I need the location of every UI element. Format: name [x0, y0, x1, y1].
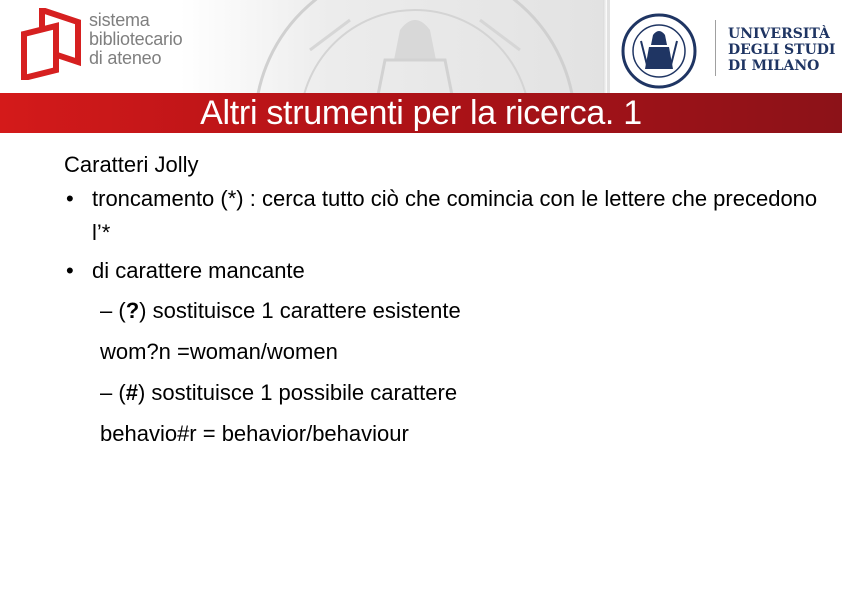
sba-logo-text — [89, 11, 182, 68]
sub-item-text: ) sostituisce 1 carattere esistente — [139, 298, 461, 323]
header-divider — [603, 0, 607, 93]
sub-item-text: ) sostituisce 1 possibile carattere — [137, 380, 458, 405]
sba-text-line: bibliotecario — [89, 29, 183, 49]
sba-text-line: di ateneo — [89, 48, 162, 68]
sub-item — [64, 372, 824, 413]
unimi-text-line: DEGLI STUDI — [728, 42, 836, 58]
unimi-logo-text — [728, 26, 835, 74]
slide-title: Altri strumenti per la ricerca. 1 — [200, 94, 642, 132]
seal-watermark-icon — [250, 0, 580, 93]
sba-logo-icon — [20, 8, 82, 80]
bullet-text: troncamento (*) : cerca tutto ciò che comincia con le lettere che precedono l’* — [92, 186, 818, 245]
bullet-item — [64, 254, 824, 288]
wildcard-symbol: # — [125, 380, 138, 405]
bullet-text: di carattere mancante — [92, 258, 305, 283]
slide-header — [0, 0, 842, 93]
example-line: wom?n =woman/women — [100, 339, 338, 364]
wildcard-symbol: ? — [125, 298, 140, 323]
slide-heading: Caratteri Jolly — [64, 152, 199, 177]
unimi-text-line: DI MILANO — [728, 58, 820, 74]
unimi-separator — [715, 20, 716, 76]
sba-text-line: sistema — [89, 10, 150, 30]
sub-item-prefix: – ( — [100, 298, 126, 323]
example-line: behavio#r = behavior/behaviour — [100, 421, 409, 446]
bullet-marker: • — [66, 186, 74, 211]
slide-content — [64, 144, 824, 454]
unimi-seal-icon — [619, 11, 707, 91]
unimi-text-line: UNIVERSITÀ — [728, 26, 830, 42]
bullet-marker: • — [66, 258, 74, 283]
sub-item-prefix: – ( — [100, 380, 126, 405]
sub-item — [64, 290, 824, 331]
bullet-item — [64, 182, 824, 250]
